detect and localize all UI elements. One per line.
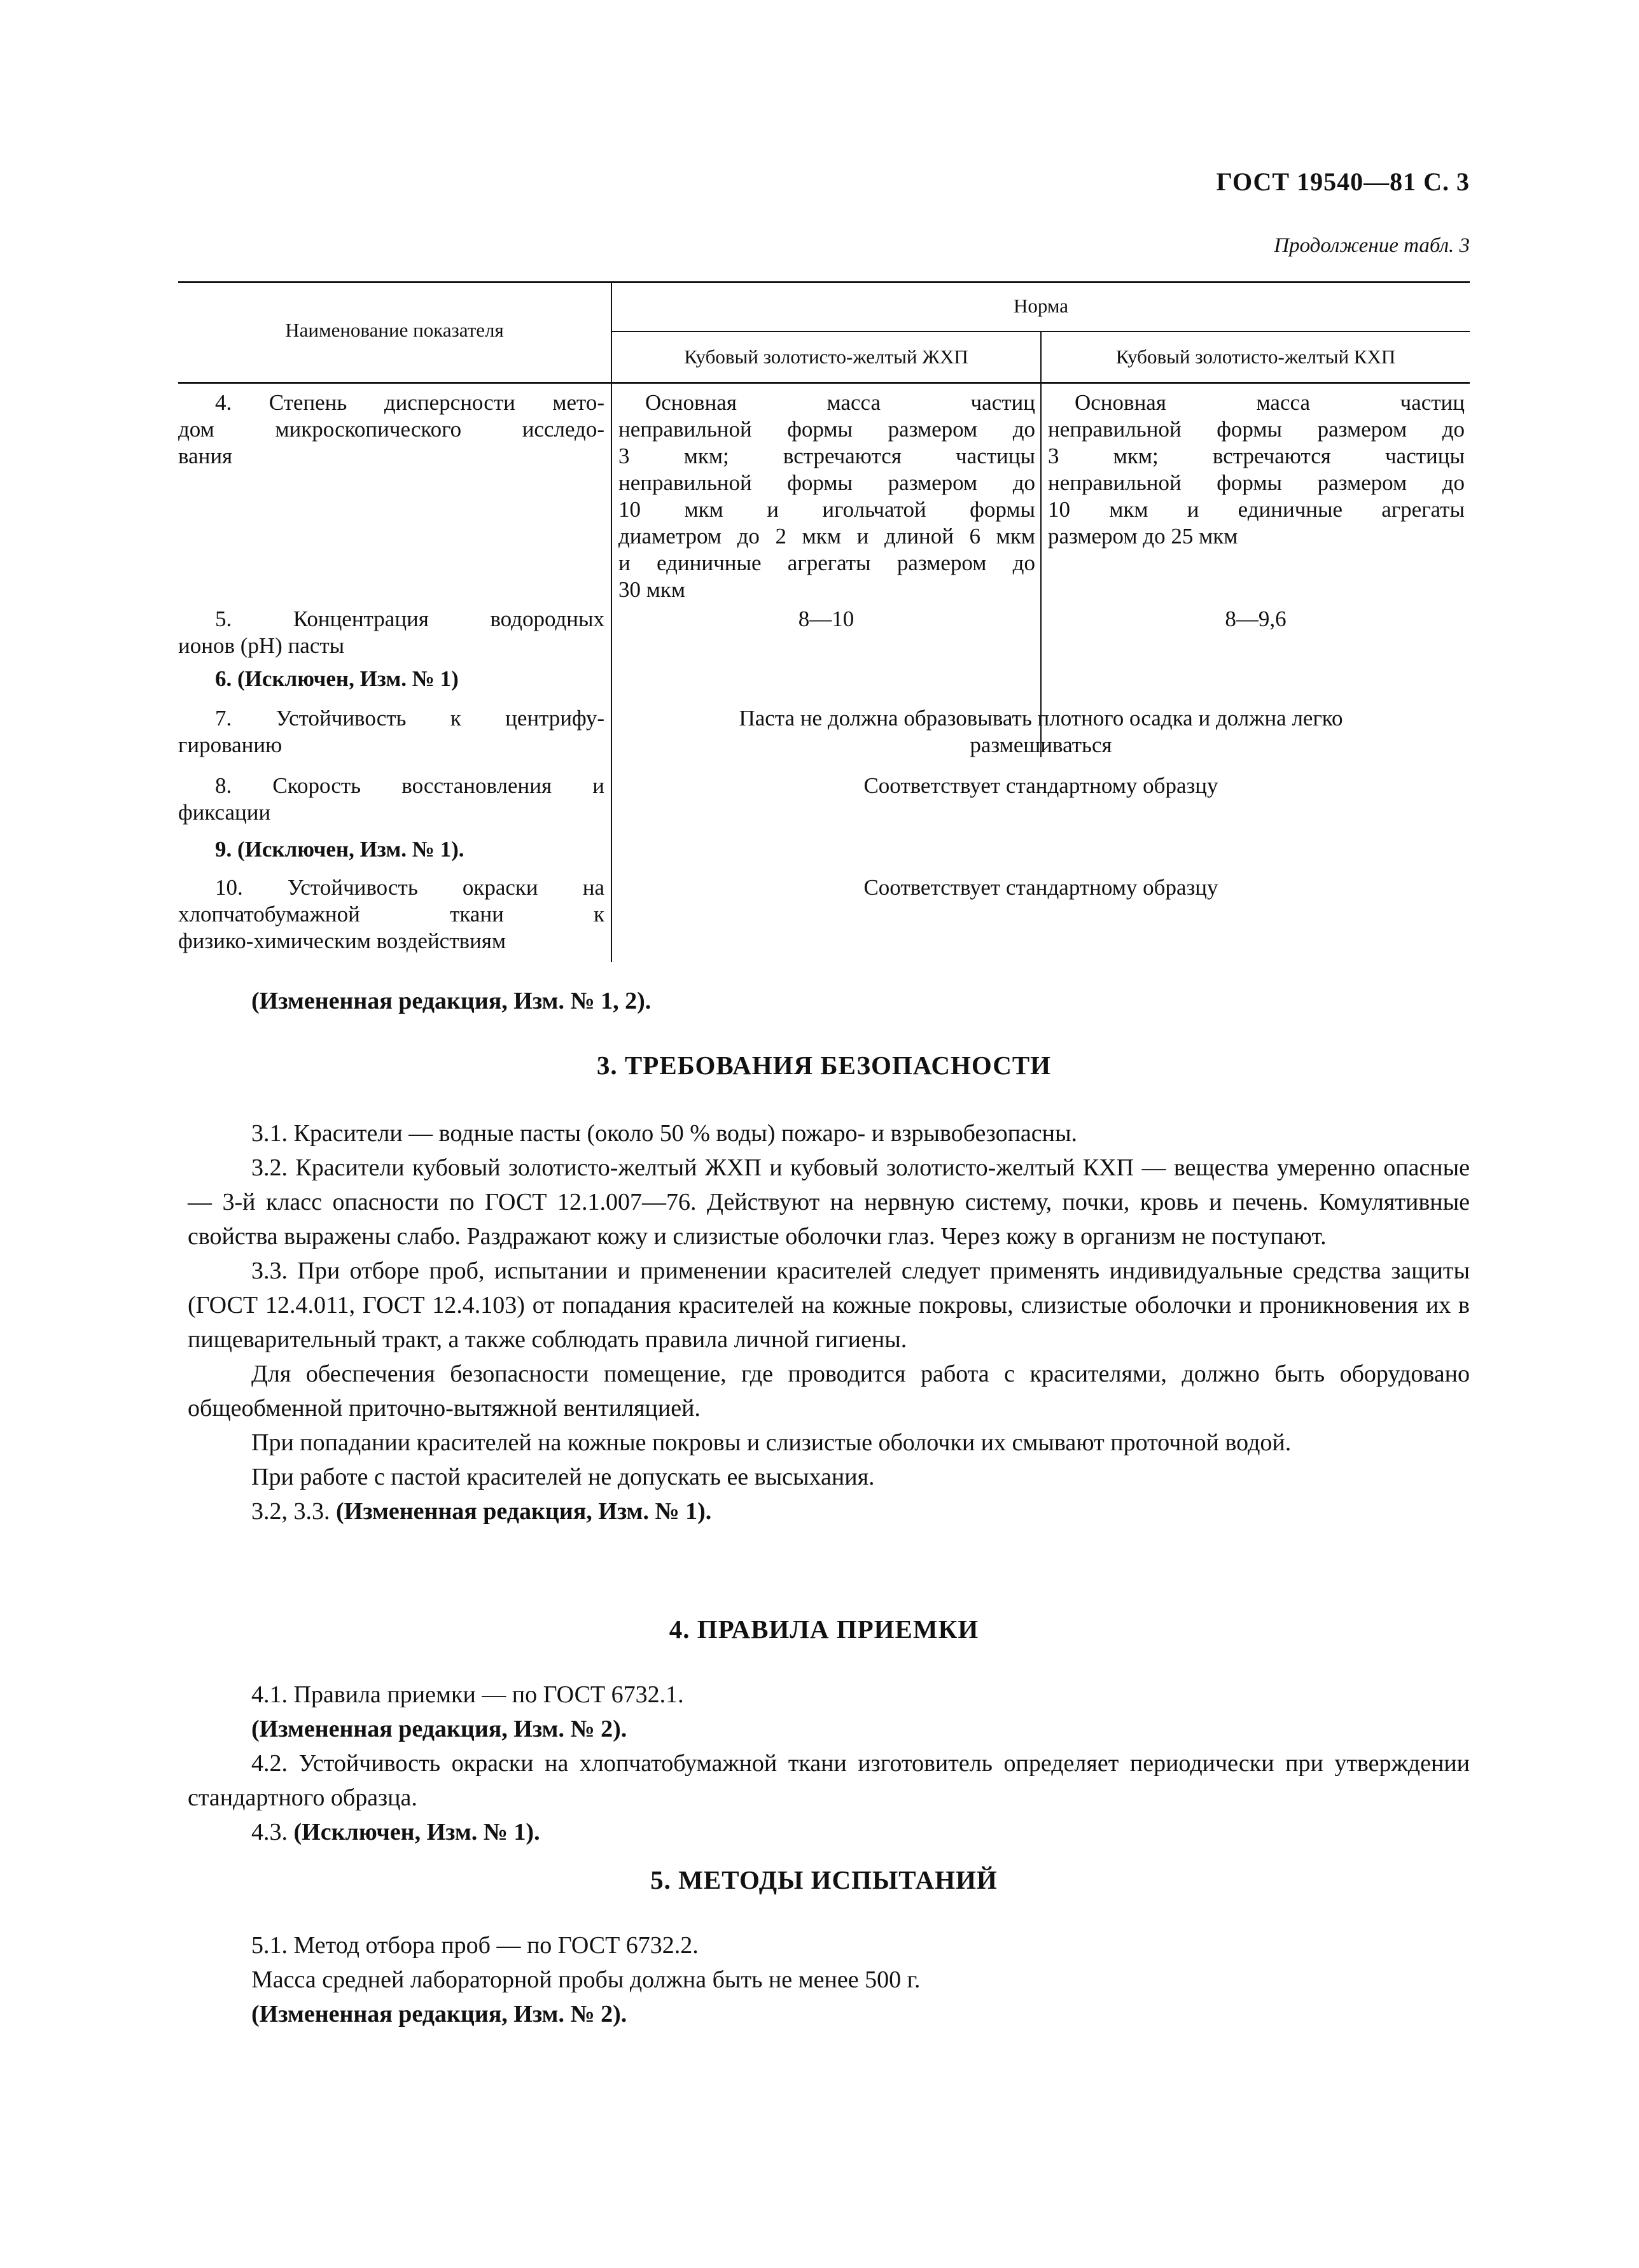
row-4-kkhp-line: 10 мкм и единичные агрегаты — [1048, 497, 1465, 522]
row-5-name-line: ионов (рН) пасты — [178, 633, 345, 658]
row-4-kkhp-line: 3 мкм; встречаются частицы — [1048, 444, 1465, 468]
row-4-zhkhp — [618, 389, 1035, 603]
row-10-merged: Соответствует стандартному образцу — [863, 875, 1218, 900]
para-5-1-amendment: (Измененная редакция, Изм. № 2). — [251, 2001, 627, 2027]
row-7-name-line: гированию — [178, 732, 282, 757]
row-10-name — [178, 874, 604, 955]
table-continuation-label: Продолжение табл. 3 — [1274, 234, 1470, 257]
row-8-merged: Соответствует стандартному образцу — [863, 773, 1218, 798]
row-10-name-line: хлопчатобумажной ткани к — [178, 902, 604, 927]
row-9-name: 9. (Исключен, Изм. № 1). — [215, 837, 464, 862]
row-8-name — [178, 773, 604, 826]
row-4-kkhp-line: Основная масса частиц — [1075, 390, 1465, 415]
para-4-3-prefix: 4.3. — [251, 1819, 288, 1845]
para-5-1-mass: Масса средней лабораторной пробы должна быть не менее 500 г. — [251, 1966, 921, 1993]
row-7-name — [178, 705, 604, 759]
para-3-2: 3.2. Красители кубовый золотисто-желтый ЖХП и кубовый золотисто-желтый КХП — вещества умеренно опасные — 3-й класс опасности по ГОСТ 12.1.007—76. Действуют на нервную систему, почки, кровь и печень. Комулятивные свойства выражены слабо. Раздражают кожу и слизистые оболочки глаз. Через кожу в организм не поступают. — [188, 1154, 1470, 1250]
row-6-name: 6. (Исключен, Изм. № 1) — [215, 666, 459, 691]
para-drying: При работе с пастой красителей не допускать ее высыхания. — [251, 1464, 875, 1490]
section-5-body — [188, 1928, 1470, 2031]
row-4-zhkhp-line: 3 мкм; встречаются частицы — [618, 444, 1035, 468]
section-4-body — [188, 1677, 1470, 1849]
section-3-title: 3. ТРЕБОВАНИЯ БЕЗОПАСНОСТИ — [596, 1051, 1052, 1080]
row-4-zhkhp-line: неправильной формы размером до — [618, 470, 1035, 495]
row-4-zhkhp-line: 10 мкм и игольчатой формы — [618, 497, 1035, 522]
para-3-1: 3.1. Красители — водные пасты (около 50 % воды) пожаро- и взрывобезопасны. — [251, 1120, 1078, 1147]
row-8-name-line: 8. Скорость восстановления и — [215, 773, 604, 798]
header-norm: Норма — [1013, 295, 1069, 317]
row-5-kkhp: 8—9,6 — [1225, 606, 1287, 631]
para-skin-contact: При попадании красителей на кожные покровы и слизистые оболочки их смывают проточной водой. — [251, 1429, 1292, 1456]
row-5-zhkhp: 8—10 — [798, 606, 854, 631]
header-col-kkhp: Кубовый золотисто-желтый КХП — [1115, 346, 1396, 368]
properties-table — [178, 275, 1470, 962]
table-top-rule — [178, 281, 1470, 283]
para-4-1-amendment: (Измененная редакция, Изм. № 2). — [251, 1716, 627, 1742]
row-4-zhkhp-line: 30 мкм — [618, 577, 686, 602]
row-4-zhkhp-line: неправильной формы размером до — [618, 417, 1035, 442]
row-7-merged-line: Паста не должна образовывать плотного осадка и должна легко — [739, 706, 1343, 731]
standard-number: ГОСТ 19540—81 С. 3 — [1216, 167, 1470, 196]
row-4-zhkhp-line: Основная масса частиц — [645, 390, 1035, 415]
para-ventilation: Для обеспечения безопасности помещение, где проводится работа с красителями, должно быть оборудовано общеобменной приточно-вытяжной вентиляцией. — [188, 1361, 1470, 1422]
header-col-zhkhp: Кубовый золотисто-желтый ЖХП — [684, 346, 968, 368]
table-amendment-note: (Измененная редакция, Изм. № 1, 2). — [251, 988, 652, 1014]
row-4-kkhp-line: неправильной формы размером до — [1048, 470, 1465, 495]
row-7-name-line: 7. Устойчивость к центрифу- — [215, 706, 604, 731]
row-10-name-line: 10. Устойчивость окраски на — [215, 875, 604, 900]
section-3-body — [188, 1116, 1470, 1529]
row-8-name-line: фиксации — [178, 800, 271, 825]
row-4-name-line: дом микроскопического исследо- — [178, 417, 604, 442]
row-5-name-line: 5. Концентрация водородных — [215, 606, 604, 631]
para-4-1: 4.1. Правила приемки — по ГОСТ 6732.1. — [251, 1681, 684, 1708]
para-4-3-note: (Исключен, Изм. № 1). — [293, 1819, 540, 1845]
para-5-1: 5.1. Метод отбора проб — по ГОСТ 6732.2. — [251, 1932, 699, 1959]
row-4-zhkhp-line: и единичные агрегаты размером до — [618, 550, 1035, 575]
section-5-title: 5. МЕТОДЫ ИСПЫТАНИЙ — [650, 1865, 998, 1894]
section-4-title: 4. ПРАВИЛА ПРИЕМКИ — [669, 1614, 979, 1644]
para-4-3 — [188, 1815, 1470, 1849]
row-4-kkhp-line: неправильной формы размером до — [1048, 417, 1465, 442]
row-10-name-line: физико-химическим воздействиям — [178, 928, 506, 953]
table-col-divider-2 — [1040, 331, 1042, 757]
row-4-kkhp-line: размером до 25 мкм — [1048, 524, 1238, 549]
header-indicator-name: Наименование показателя — [285, 319, 504, 341]
row-5-name — [178, 606, 604, 659]
para-4-2: 4.2. Устойчивость окраски на хлопчатобумажной ткани изготовитель определяет периодически при утверждении стандартного образца. — [188, 1750, 1470, 1811]
row-7-merged — [612, 705, 1470, 759]
row-4-name-line: 4. Степень дисперсности мето- — [215, 390, 604, 415]
para-3-3: 3.3. При отборе проб, испытании и применении красителей следует применять индивидуальные средства защиты (ГОСТ 12.4.011, ГОСТ 12.4.103) от попадания красителей на кожные покровы, слизистые оболочки и проникновения их в пищеварительный тракт, а также соблюдать правила личной гигиены. — [188, 1257, 1470, 1353]
row-7-merged-line: размешиваться — [970, 732, 1112, 757]
row-4-name — [178, 389, 604, 470]
para-3-amendment-prefix: 3.2, 3.3. — [251, 1498, 330, 1525]
header-bottom-rule — [178, 382, 1470, 384]
row-4-name-line: вания — [178, 444, 233, 468]
row-4-kkhp — [1048, 389, 1465, 550]
row-4-zhkhp-line: диаметром до 2 мкм и длиной 6 мкм — [618, 524, 1035, 549]
para-3-amendment-note: (Измененная редакция, Изм. № 1). — [336, 1498, 712, 1525]
para-3-amendment — [188, 1494, 1470, 1529]
